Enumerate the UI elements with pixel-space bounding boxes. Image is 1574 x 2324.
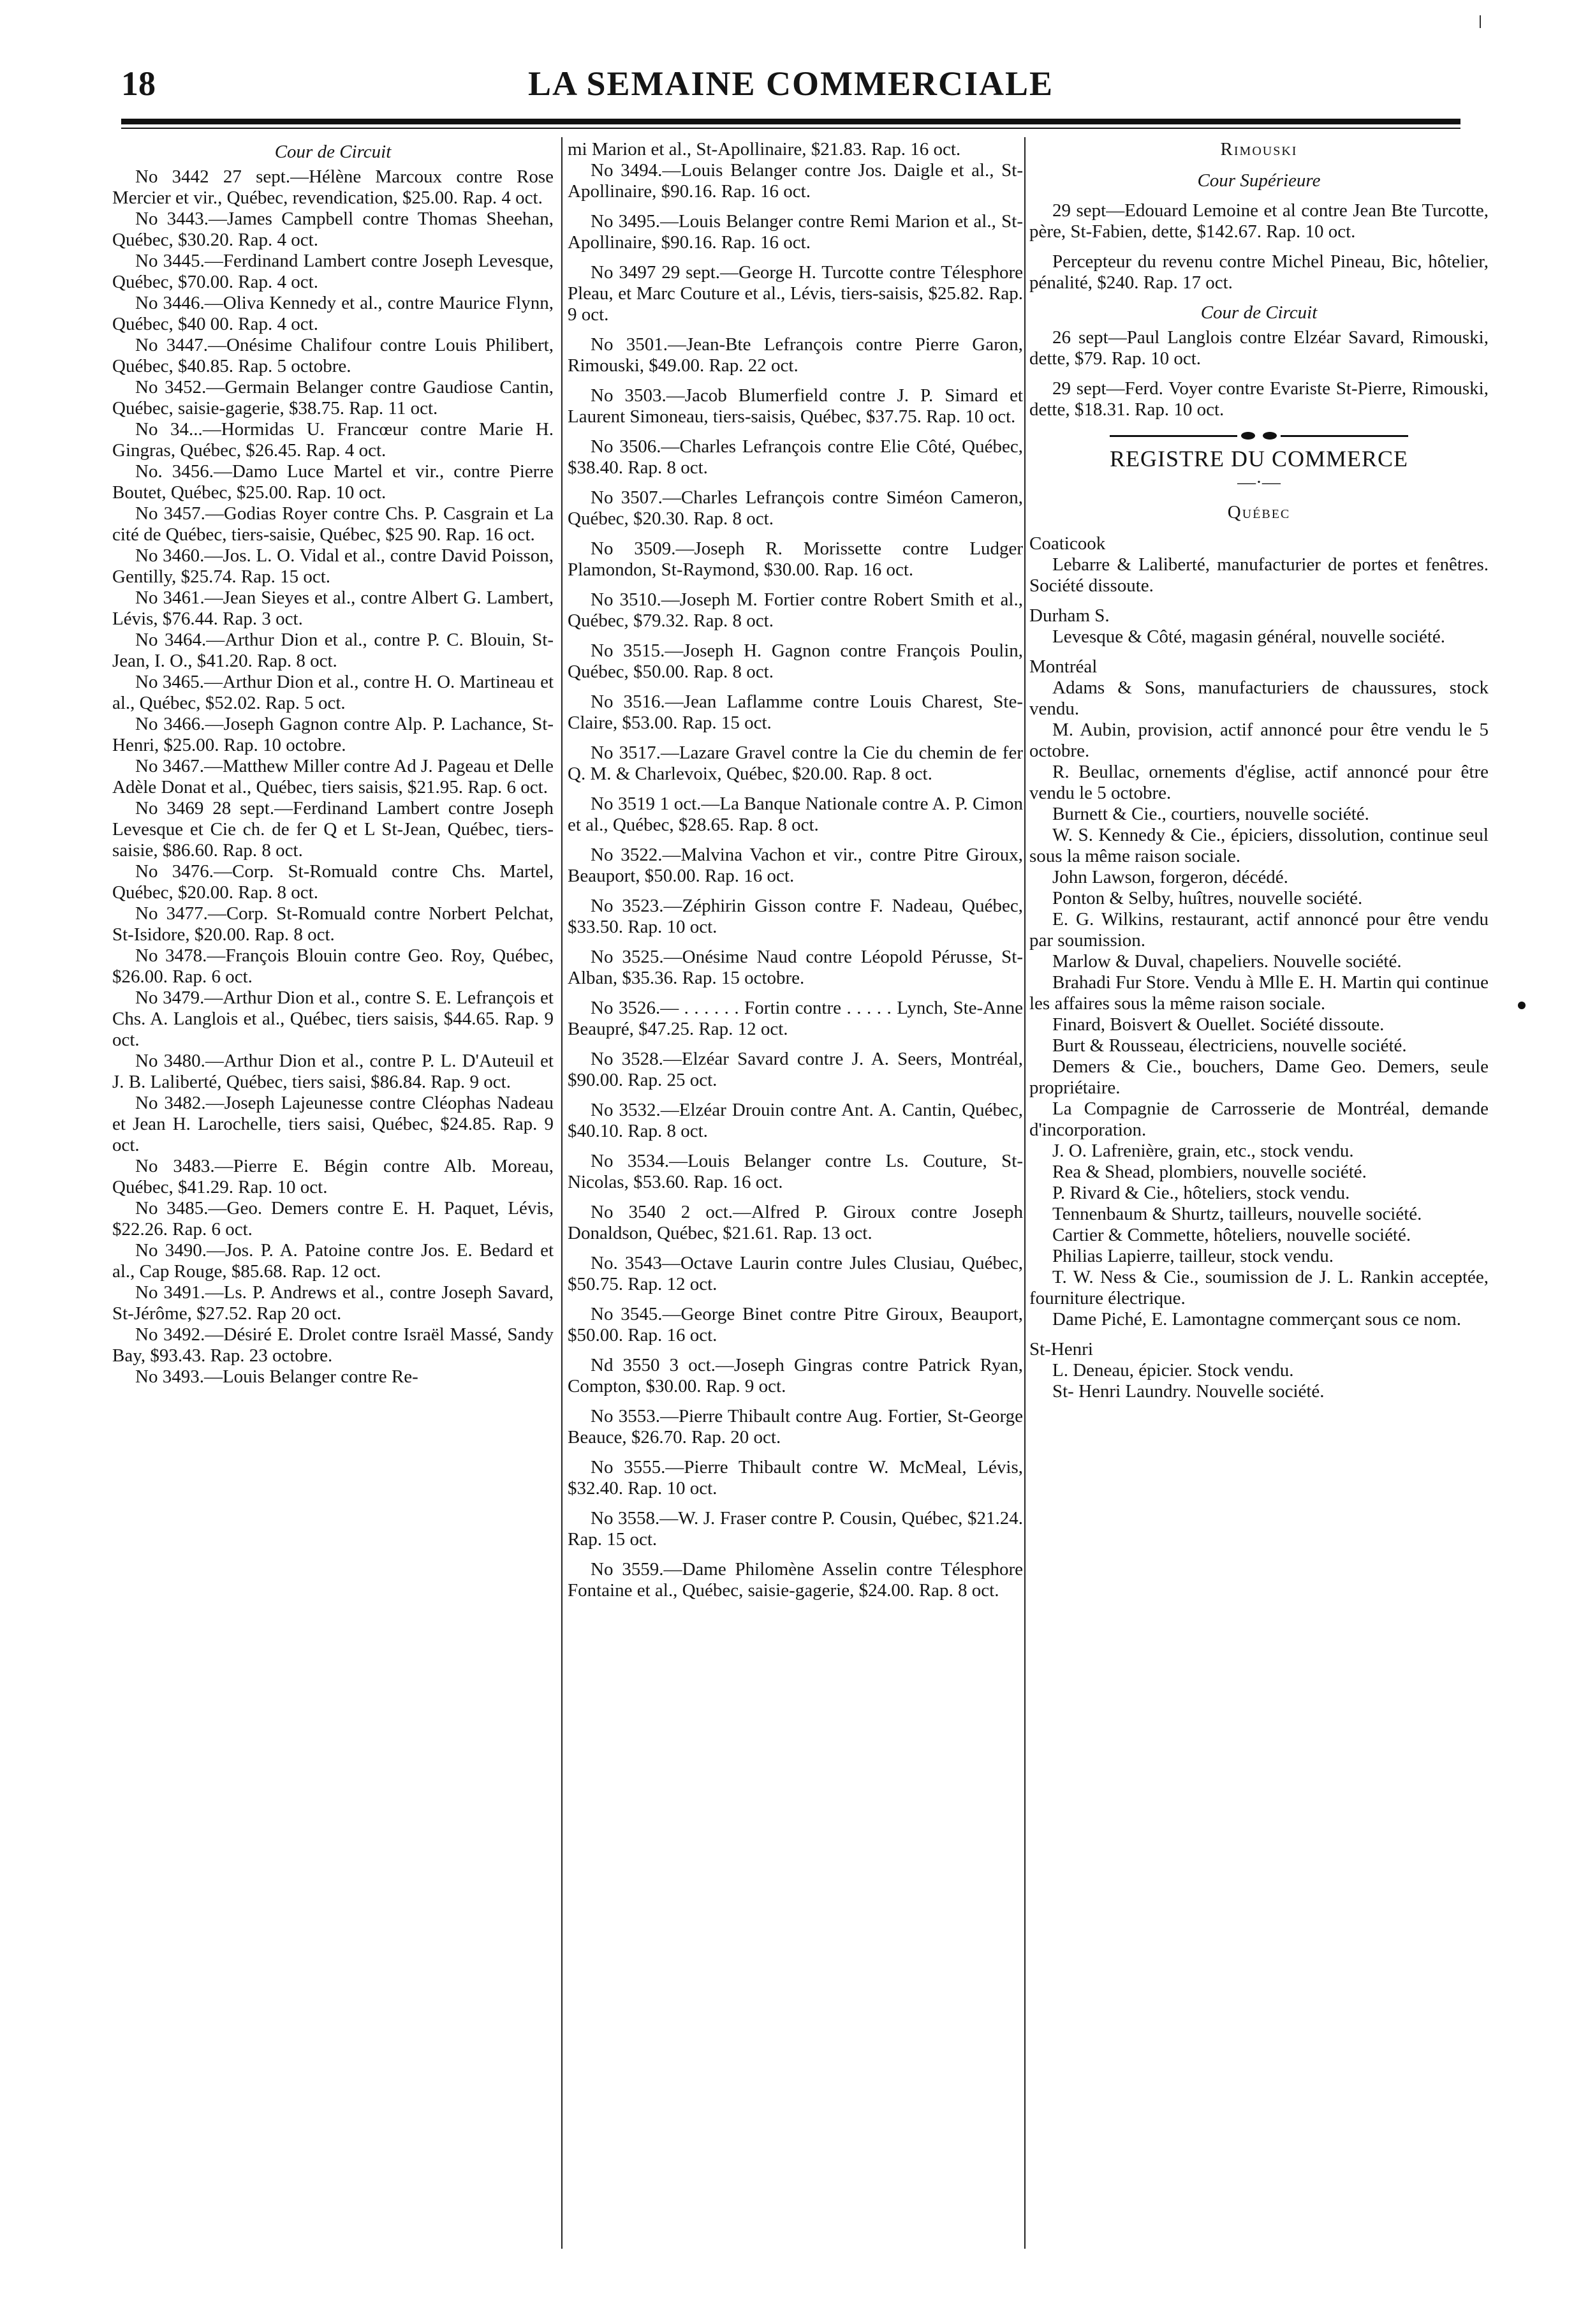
- list-item: No 34...—Hormidas U. Francœur contre Marie H. Gingras, Québec, $26.45. Rap. 4 oct.: [112, 419, 554, 461]
- list-item: No 3452.—Germain Belanger contre Gaudiose Cantin, Québec, saisie-gagerie, $38.75. Rap. 11 oct.: [112, 377, 554, 418]
- place-st-henri: St-Henri: [1029, 1339, 1093, 1359]
- district-heading-rimouski: Rimouski: [1220, 139, 1298, 159]
- list-item: Percepteur du revenu contre Michel Pineau, Bic, hôtelier, pénalité, $240. Rap. 17 oct.: [1029, 251, 1489, 293]
- registre-du-commerce-title: REGISTRE DU COMMERCE: [1109, 446, 1409, 471]
- list-item: No 3447.—Onésime Chalifour contre Louis Philibert, Québec, $40.85. Rap. 5 octobre.: [112, 335, 554, 376]
- list-item: Adams & Sons, manufacturiers de chaussures, stock vendu.: [1029, 677, 1489, 719]
- place-coaticook: Coaticook: [1029, 533, 1106, 554]
- list-item: 26 sept—Paul Langlois contre Elzéar Savard, Rimouski, dette, $79. Rap. 10 oct.: [1029, 327, 1489, 369]
- list-item: Levesque & Côté, magasin général, nouvelle société.: [1052, 626, 1446, 647]
- column-1: [112, 139, 554, 1388]
- list-item: T. W. Ness & Cie., soumission de J. L. Rankin acceptée, fourniture électrique.: [1029, 1267, 1489, 1308]
- list-item: No 3485.—Geo. Demers contre E. H. Paquet, Lévis, $22.26. Rap. 6 oct.: [112, 1198, 554, 1240]
- list-item: Demers & Cie., bouchers, Dame Geo. Demers, seule propriétaire.: [1029, 1056, 1489, 1098]
- list-item: No 3480.—Arthur Dion et al., contre P. L. D'Auteuil et J. B. Laliberté, Québec, tiers saisi, $86.84. Rap. 9 oct.: [112, 1051, 554, 1092]
- list-item: No 3525.—Onésime Naud contre Léopold Pérusse, St-Alban, $35.36. Rap. 15 octobre.: [568, 947, 1023, 988]
- list-item: No 3461.—Jean Sieyes et al., contre Albert G. Lambert, Lévis, $76.44. Rap. 3 oct.: [112, 588, 554, 629]
- list-item: No 3507.—Charles Lefrançois contre Siméon Cameron, Québec, $20.30. Rap. 8 oct.: [568, 487, 1023, 529]
- list-item: No 3491.—Ls. P. Andrews et al., contre Joseph Savard, St-Jérôme, $27.52. Rap 20 oct.: [112, 1282, 554, 1324]
- list-item: No 3540 2 oct.—Alfred P. Giroux contre Joseph Donaldson, Québec, $21.61. Rap. 13 oct.: [568, 1202, 1023, 1243]
- cour-superieure-entries: [1029, 200, 1489, 293]
- list-item: Dame Piché, E. Lamontagne commerçant sous ce nom.: [1052, 1309, 1462, 1329]
- list-item: John Lawson, forgeron, décédé.: [1052, 867, 1288, 887]
- list-item: W. S. Kennedy & Cie., épiciers, dissolution, continue seul sous la même raison sociale.: [1029, 825, 1489, 866]
- list-item: No 3483.—Pierre E. Bégin contre Alb. Moreau, Québec, $41.29. Rap. 10 oct.: [112, 1156, 554, 1197]
- list-item: 29 sept—Ferd. Voyer contre Evariste St-Pierre, Rimouski, dette, $18.31. Rap. 10 oct.: [1029, 378, 1489, 420]
- list-item: No 3442 27 sept.—Hélène Marcoux contre Rose Mercier et vir., Québec, revendication, $25.00. Rap. 4 oct.: [112, 167, 554, 208]
- list-item: No. 3456.—Damo Luce Martel et vir., contre Pierre Boutet, Québec, $25.00. Rap. 10 oct.: [112, 461, 554, 503]
- list-item: No 3509.—Joseph R. Morissette contre Ludger Plamondon, St-Raymond, $30.00. Rap. 16 oct.: [568, 538, 1023, 580]
- list-item: No 3516.—Jean Laflamme contre Louis Charest, Ste-Claire, $53.00. Rap. 15 oct.: [568, 692, 1023, 733]
- list-item: No 3497 29 sept.—George H. Turcotte contre Télesphore Pleau, et Marc Couture et al., Lévis, tiers-saisis, $25.82. Rap. 9 oct.: [568, 262, 1023, 325]
- list-item: No 3532.—Elzéar Drouin contre Ant. A. Cantin, Québec, $40.10. Rap. 8 oct.: [568, 1100, 1023, 1141]
- list-item: No 3545.—George Binet contre Pitre Giroux, Beauport, $50.00. Rap. 16 oct.: [568, 1304, 1023, 1345]
- list-item: No 3479.—Arthur Dion et al., contre S. E. Lefrançois et Chs. A. Langlois et al., Québec, tiers saisis, $44.65. Rap. 9 oct.: [112, 988, 554, 1050]
- list-item: No 3523.—Zéphirin Gisson contre F. Nadeau, Québec, $33.50. Rap. 10 oct.: [568, 896, 1023, 937]
- list-item: No 3465.—Arthur Dion et al., contre H. O. Martineau et al., Québec, $52.02. Rap. 5 oct.: [112, 672, 554, 713]
- list-item: Brahadi Fur Store. Vendu à Mlle E. H. Martin qui continue les affaires sous la même raison sociale.: [1029, 972, 1489, 1014]
- list-item: No 3510.—Joseph M. Fortier contre Robert Smith et al., Québec, $79.32. Rap. 8 oct.: [568, 589, 1023, 631]
- list-item: No 3476.—Corp. St-Romuald contre Chs. Martel, Québec, $20.00. Rap. 8 oct.: [112, 861, 554, 903]
- list-item: No 3559.—Dame Philomène Asselin contre Télesphore Fontaine et al., Québec, saisie-gagerie, $24.00. Rap. 8 oct.: [568, 1559, 1023, 1601]
- list-item: No 3534.—Louis Belanger contre Ls. Couture, St-Nicolas, $53.60. Rap. 16 oct.: [568, 1151, 1023, 1192]
- list-item: No 3522.—Malvina Vachon et vir., contre Pitre Giroux, Beauport, $50.00. Rap. 16 oct.: [568, 845, 1023, 886]
- publication-title: LA SEMAINE COMMERCIALE: [527, 64, 1054, 103]
- province-heading-quebec: Québec: [1227, 502, 1291, 522]
- column-2: [568, 139, 1023, 1601]
- list-item: Lebarre & Laliberté, manufacturier de portes et fenêtres. Société dissoute.: [1029, 554, 1489, 596]
- list-item: R. Beullac, ornements d'église, actif annoncé pour être vendu le 5 octobre.: [1029, 762, 1489, 803]
- margin-bullet: [1518, 1002, 1526, 1009]
- ornament-dot: [1241, 432, 1255, 440]
- ornamental-divider: [1029, 432, 1489, 440]
- section-heading-cour-superieure: Cour Supérieure: [1197, 170, 1321, 191]
- column-divider-left: [561, 137, 563, 2249]
- place-montreal: Montréal: [1029, 656, 1098, 677]
- list-item: Finard, Boisvert & Ouellet. Société dissoute.: [1052, 1014, 1385, 1035]
- list-item: No 3477.—Corp. St-Romuald contre Norbert Pelchat, St-Isidore, $20.00. Rap. 8 oct.: [112, 903, 554, 945]
- column-3: [1029, 139, 1489, 1402]
- list-item: No 3469 28 sept.—Ferdinand Lambert contre Joseph Levesque et Cie ch. de fer Q et L St-Jean, Québec, tiers-saisie, $86.60. Rap. 8 oct.: [112, 798, 554, 861]
- list-item: Tennenbaum & Shurtz, tailleurs, nouvelle société.: [1052, 1204, 1422, 1224]
- list-item: E. G. Wilkins, restaurant, actif annoncé pour être vendu par soumission.: [1029, 909, 1489, 951]
- header-rule-thin: [121, 128, 1460, 129]
- list-item: No 3501.—Jean-Bte Lefrançois contre Pierre Garon, Rimouski, $49.00. Rap. 22 oct.: [568, 334, 1023, 376]
- list-item: No 3528.—Elzéar Savard contre J. A. Seers, Montréal, $90.00. Rap. 25 oct.: [568, 1049, 1023, 1090]
- list-item: Ponton & Selby, huîtres, nouvelle société.: [1052, 888, 1363, 908]
- montreal-entries: [1029, 677, 1489, 1330]
- list-item: No 3553.—Pierre Thibault contre Aug. Fortier, St-George Beauce, $26.70. Rap. 20 oct.: [568, 1406, 1023, 1447]
- title-dash: —·—: [1237, 472, 1281, 492]
- section-heading-cour-de-circuit: Cour de Circuit: [274, 142, 392, 162]
- cour-circuit-entries: [1029, 327, 1489, 420]
- durham-entries: [1029, 626, 1489, 648]
- list-item: No 3445.—Ferdinand Lambert contre Joseph Levesque, Québec, $70.00. Rap. 4 oct.: [112, 251, 554, 292]
- list-item: No 3558.—W. J. Fraser contre P. Cousin, Québec, $21.24. Rap. 15 oct.: [568, 1508, 1023, 1550]
- list-item: No 3515.—Joseph H. Gagnon contre François Poulin, Québec, $50.00. Rap. 8 oct.: [568, 640, 1023, 682]
- list-item: Burnett & Cie., courtiers, nouvelle société.: [1052, 804, 1369, 824]
- section-heading-cour-de-circuit-rimouski: Cour de Circuit: [1200, 302, 1318, 323]
- header-rule-thick: [121, 119, 1460, 124]
- ornament-line-right: [1281, 435, 1408, 437]
- ornament-dot: [1263, 432, 1277, 440]
- list-item: No 3555.—Pierre Thibault contre W. McMeal, Lévis, $32.40. Rap. 10 oct.: [568, 1457, 1023, 1499]
- list-item: No 3482.—Joseph Lajeunesse contre Cléophas Nadeau et Jean H. Larochelle, tiers saisi, Québec, $24.85. Rap. 9 oct.: [112, 1093, 554, 1155]
- list-item: No 3503.—Jacob Blumerfield contre J. P. Simard et Laurent Simoneau, tiers-saisis, Québec, $37.75. Rap. 10 oct.: [568, 385, 1023, 427]
- list-item: No 3517.—Lazare Gravel contre la Cie du chemin de fer Q. M. & Charlevoix, Québec, $20.00. Rap. 8 oct.: [568, 743, 1023, 784]
- col1-entry-list: [112, 167, 554, 1388]
- list-item: No 3478.—François Blouin contre Geo. Roy, Québec, $26.00. Rap. 6 oct.: [112, 945, 554, 987]
- list-item: No 3493.—Louis Belanger contre Re-: [135, 1366, 418, 1387]
- list-item: No 3494.—Louis Belanger contre Jos. Daigle et al., St-Apollinaire, $90.16. Rap. 16 oct.: [568, 160, 1023, 202]
- list-item: No. 3543—Octave Laurin contre Jules Clusiau, Québec, $50.75. Rap. 12 oct.: [568, 1253, 1023, 1294]
- continued-entry: mi Marion et al., St-Apollinaire, $21.83. Rap. 16 oct.: [568, 139, 961, 159]
- page-number: 18: [121, 64, 156, 103]
- list-item: Marlow & Duval, chapeliers. Nouvelle société.: [1052, 951, 1402, 972]
- list-item: 29 sept—Edouard Lemoine et al contre Jean Bte Turcotte, père, St-Fabien, dette, $142.67. Rap. 10 oct.: [1029, 200, 1489, 242]
- list-item: No 3460.—Jos. L. O. Vidal et al., contre David Poisson, Gentilly, $25.74. Rap. 15 oct.: [112, 545, 554, 587]
- place-durham: Durham S.: [1029, 605, 1110, 626]
- col2-entry-list: [568, 160, 1023, 1601]
- list-item: P. Rivard & Cie., hôteliers, stock vendu.: [1052, 1183, 1350, 1203]
- list-item: No 3467.—Matthew Miller contre Ad J. Pageau et Delle Adèle Donat et al., Québec, tiers saisis, $21.95. Rap. 6 oct.: [112, 756, 554, 797]
- list-item: No 3457.—Godias Royer contre Chs. P. Casgrain et La cité de Québec, tiers-saisie, Québec, $25 90. Rap. 16 oct.: [112, 503, 554, 545]
- page-header: [121, 64, 1460, 121]
- list-item: L. Deneau, épicier. Stock vendu.: [1052, 1360, 1294, 1380]
- list-item: No 3446.—Oliva Kennedy et al., contre Maurice Flynn, Québec, $40 00. Rap. 4 oct.: [112, 293, 554, 334]
- list-item: Nd 3550 3 oct.—Joseph Gingras contre Patrick Ryan, Compton, $30.00. Rap. 9 oct.: [568, 1355, 1023, 1396]
- list-item: No 3519 1 oct.—La Banque Nationale contre A. P. Cimon et al., Québec, $28.65. Rap. 8 oct.: [568, 794, 1023, 835]
- list-item: St- Henri Laundry. Nouvelle société.: [1052, 1381, 1325, 1402]
- page-corner-mark: [1480, 15, 1481, 28]
- list-item: No 3526.— . . . . . . Fortin contre . . . . . Lynch, Ste-Anne Beaupré, $47.25. Rap. 12 oct.: [568, 998, 1023, 1039]
- list-item: No 3466.—Joseph Gagnon contre Alp. P. Lachance, St-Henri, $25.00. Rap. 10 octobre.: [112, 714, 554, 755]
- column-divider-right: [1024, 137, 1026, 2249]
- list-item: M. Aubin, provision, actif annoncé pour être vendu le 5 octobre.: [1029, 720, 1489, 761]
- list-item: Rea & Shead, plombiers, nouvelle société.: [1052, 1162, 1367, 1182]
- list-item: No 3490.—Jos. P. A. Patoine contre Jos. E. Bedard et al., Cap Rouge, $85.68. Rap. 12 oct.: [112, 1240, 554, 1282]
- list-item: Philias Lapierre, tailleur, stock vendu.: [1052, 1246, 1334, 1266]
- list-item: No 3443.—James Campbell contre Thomas Sheehan, Québec, $30.20. Rap. 4 oct.: [112, 209, 554, 250]
- list-item: No 3464.—Arthur Dion et al., contre P. C. Blouin, St-Jean, I. O., $41.20. Rap. 8 oct.: [112, 630, 554, 671]
- list-item: Burt & Rousseau, électriciens, nouvelle société.: [1052, 1035, 1407, 1056]
- list-item: No 3506.—Charles Lefrançois contre Elie Côté, Québec, $38.40. Rap. 8 oct.: [568, 436, 1023, 478]
- ornament-line-left: [1110, 435, 1237, 437]
- list-item: No 3495.—Louis Belanger contre Remi Marion et al., St-Apollinaire, $90.16. Rap. 16 oct.: [568, 211, 1023, 253]
- st-henri-entries: [1029, 1360, 1489, 1402]
- list-item: No 3492.—Désiré E. Drolet contre Israël Massé, Sandy Bay, $93.43. Rap. 23 octobre.: [112, 1324, 554, 1366]
- list-item: Cartier & Commette, hôteliers, nouvelle société.: [1052, 1225, 1411, 1245]
- list-item: J. O. Lafrenière, grain, etc., stock vendu.: [1052, 1141, 1354, 1161]
- list-item: La Compagnie de Carrosserie de Montréal, demande d'incorporation.: [1029, 1099, 1489, 1140]
- coaticook-entries: [1029, 554, 1489, 596]
